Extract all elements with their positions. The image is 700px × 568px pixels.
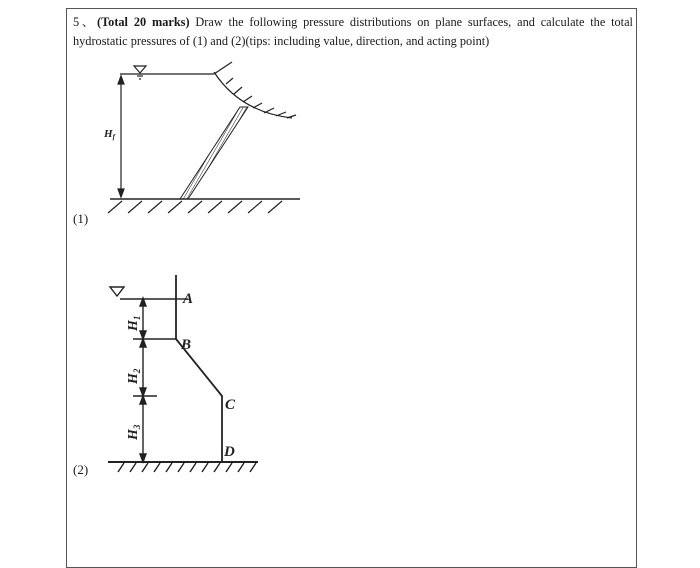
figure1-diagram — [108, 62, 300, 213]
figure1-inclined-plate — [180, 107, 248, 199]
figure2-point-b: B — [181, 337, 192, 353]
figure2-depth-label-h2: $H_2$ — [126, 368, 142, 384]
figure2-point-d: D — [224, 444, 235, 460]
question-body: Draw the following pressure distributions on plane surfaces, and calculate the total hydrostatic pressures of (1) and (2)(tips: including value, direction, and acting point) — [73, 15, 633, 48]
figure1-label: (1) — [73, 211, 89, 226]
figure2-water-level-icon — [110, 287, 124, 296]
figure2-depth-label-h1: $H_1$ — [126, 315, 142, 331]
question-number: 5、 — [73, 15, 97, 29]
question-marks: (Total 20 marks) — [97, 15, 190, 29]
figure2-depth-label-h3: $H_3$ — [126, 424, 142, 440]
figure2-point-c: C — [225, 397, 236, 413]
figure1-surface-edge — [214, 62, 232, 74]
figure2-label: (2) — [73, 462, 89, 477]
figure2-point-a: A — [183, 291, 194, 307]
figure1-curved-wall — [214, 72, 292, 118]
figure1-depth-label: Hf — [104, 128, 115, 141]
figure1-water-level-icon — [134, 66, 146, 73]
